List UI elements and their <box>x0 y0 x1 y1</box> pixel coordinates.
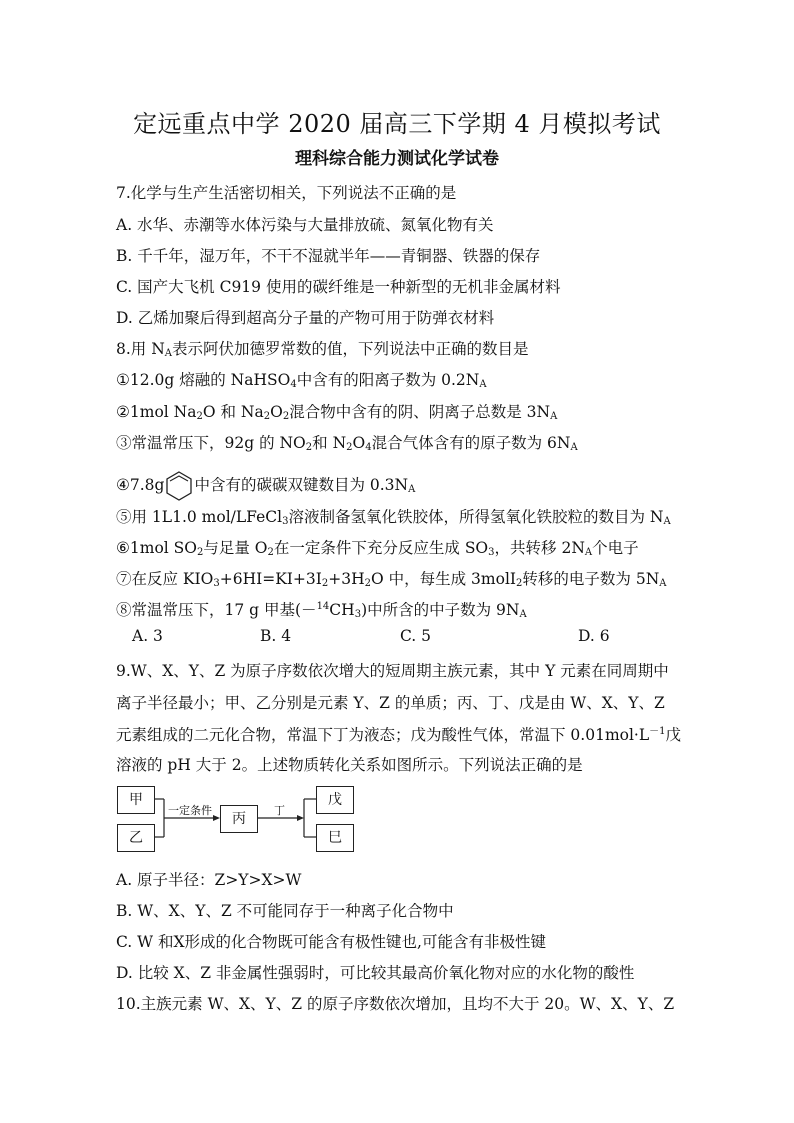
reaction-diagram <box>116 785 356 853</box>
q7-option-b: B. 千千年，湿万年，不干不湿就半年——青铜器、铁器的保存 <box>116 247 541 265</box>
q9-stem-line-3: 元素组成的二元化合物，常温下丁为液态；戊为酸性气体，常温下 $0.01mol\cdot L^{-1}$戊 <box>116 726 682 745</box>
diagram-box-jia: 甲 <box>117 786 155 814</box>
q9-stem-line-1: 9.W、X、Y、Z 为原子序数依次增大的短周期主族元素，其中 Y 元素在同周期中 <box>116 662 669 680</box>
diagram-box-bing: 丙 <box>220 805 258 833</box>
benzene-ring-icon <box>164 470 194 502</box>
diagram-box-si: 巳 <box>316 824 354 852</box>
q8-statement-5: ⑤用 1L1.0 mol/LFeCl$_3$溶液制备氢氧化铁胶体，所得氢氧化铁胶粒的数目为 $N_A$ <box>116 508 671 527</box>
q8-statement-6: ⑥1mol $SO_2$与足量 $O_2$在一定条件下充分反应生成 $SO_3$，共转移 $2N_A$个电子 <box>116 539 639 558</box>
q8-option-c: C. 5 <box>400 627 432 645</box>
q9-option-d: D. 比较 X、Z 非金属性强弱时，可比较其最高价氧化物对应的水化物的酸性 <box>116 964 635 982</box>
q9-option-a: A. 原子半径：Z>Y>X>W <box>116 871 302 889</box>
q9-option-b: B. W、X、Y、Z 不可能同存于一种离子化合物中 <box>116 902 454 920</box>
q9-stem-line-4: 溶液的 pH 大于 2。上述物质转化关系如图所示。下列说法正确的是 <box>116 756 583 774</box>
q8-option-b: B. 4 <box>260 627 292 645</box>
q8-option-a: A. 3 <box>132 627 163 645</box>
diagram-box-wu: 戊 <box>316 786 354 814</box>
q8-options <box>132 627 652 649</box>
q8-stem: 8.用 $N_A$表示阿伏加德罗常数的值，下列说法中正确的数目是 <box>116 340 529 359</box>
q7-stem: 7.化学与生产生活密切相关，下列说法不正确的是 <box>116 184 457 202</box>
q9-stem-line-2: 离子半径最小；甲、乙分别是元素 Y、Z 的单质；丙、丁、戊是由 W、X、Y、Z <box>116 694 665 712</box>
q8-statement-8: ⑧常温常压下，17 g 甲基$(-^{14}CH_3)$中所含的中子数为 $9N_A$ <box>116 600 527 620</box>
q7-option-a: A. 水华、赤潮等水体污染与大量排放硫、氮氧化物有关 <box>116 216 494 234</box>
q7-option-c: C. 国产大飞机 C919 使用的碳纤维是一种新型的无机非金属材料 <box>116 278 561 296</box>
q8-statement-3: ③常温常压下，92g 的 $NO_2$和 $N_2O_4$混合气体含有的原子数为 $6N_A$ <box>116 434 578 453</box>
q8-statement-2: ②1mol $Na_2O$ 和 $Na_2O_2$混合物中含有的阴、阴离子总数是 $3N_A$ <box>116 403 558 422</box>
diagram-box-yi: 乙 <box>117 824 155 852</box>
diagram-condition-label: 一定条件 <box>168 804 212 817</box>
diagram-reagent-label: 丁 <box>274 804 285 817</box>
q10-stem-line-1: 10.主族元素 W、X、Y、Z 的原子序数依次增加，且均不大于 20。W、X、Y、Z <box>116 995 675 1013</box>
q7-option-d: D. 乙烯加聚后得到超高分子量的产物可用于防弹衣材料 <box>116 309 495 327</box>
exam-title: 定远重点中学 2020 届高三下学期 4 月模拟考试 <box>133 110 661 138</box>
q8-statement-1: ①12.0g 熔融的 NaHSO$_4$中含有的阳离子数为 $0.2N_A$ <box>116 371 487 390</box>
q8-option-d: D. 6 <box>578 627 610 645</box>
q9-option-c: C. W 和Ⅹ形成的化合物既可能含有极性键也,可能含有非极性键 <box>116 933 546 951</box>
q8-statement-4: ④7.8g 中含有的碳碳双键数目为 $0.3N_A$ <box>116 470 415 502</box>
q8-statement-7: ⑦在反应 $KIO_3+6HI=KI+3I_2+3H_2O$ 中，每生成 3molI$_2$转移的电子数为 $5N_A$ <box>116 570 667 589</box>
exam-subtitle: 理科综合能力测试化学试卷 <box>295 149 499 169</box>
